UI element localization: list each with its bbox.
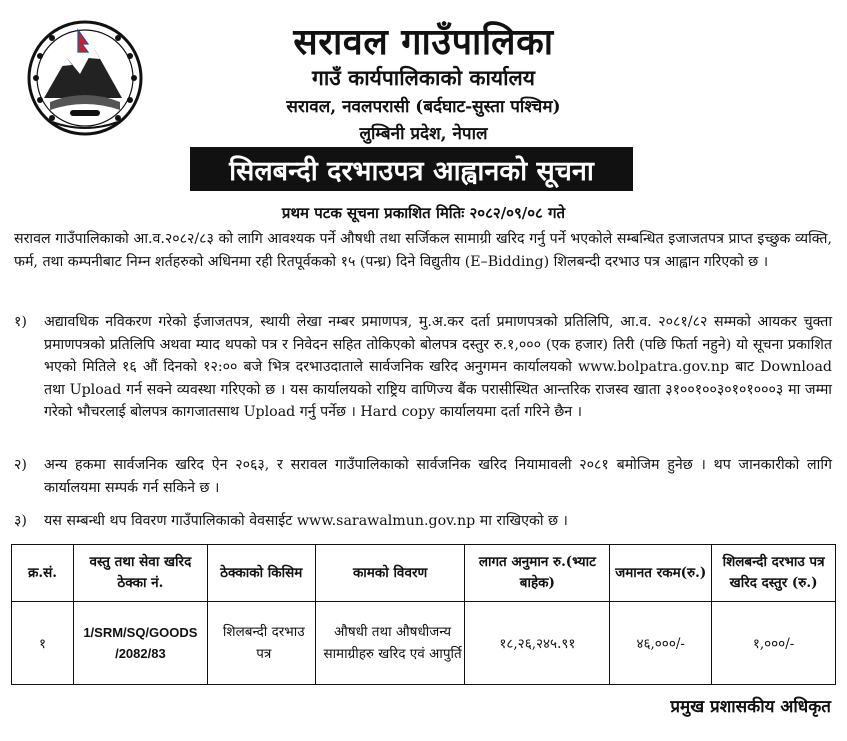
notice-title: सिलबन्दी दरभाउपत्र आह्वानको सूचना [190,147,633,191]
cell-description: औषधी तथा औषधीजन्य सामाग्रीहरु खरिद एवं आपुर्ति [315,602,465,685]
col-header-description: कामको विवरण [315,545,465,602]
signatory-title: प्रमुख प्रशासकीय अधिकृत [670,697,831,717]
bid-table [11,544,836,685]
table-header-row [12,545,836,602]
col-header-sn: क्र.सं. [12,545,74,602]
condition-number: १) [14,314,27,330]
intro-paragraph: सरावल गाउँपालिकाको आ.व.२०८२/८३ को लागि आवश्यक पर्ने औषधी तथा सर्जिकल सामाग्री खरिद गर्नु पर्ने भएकोले सम्बन्धित इजाजतपत्र प्राप्त इच्छुक व्यक्ति, फर्म, तथा कम्पनीबाट निम्न शर्तहरुको अधिनमा रही रितपूर्वकको १५ (पन्ध्र) दिने विद्युतीय (E–Bidding) शिलबन्दी दरभाउ पत्र आह्वान गरिएको छ । [14,231,832,270]
cell-security: ४६,०००/- [610,602,712,685]
condition-item [14,454,832,499]
cell-sn: १ [12,602,74,685]
col-header-security: जमानत रकम(रु.) [610,545,712,602]
publish-date: प्रथम पटक सूचना प्रकाशित मितिः २०८२/०९/०८ गते [281,204,566,222]
cell-contract-no: 1/SRM/SQ/GOODS /2082/83 [73,602,207,685]
org-name: सरावल गाउँपालिका [293,21,554,63]
cell-fee: १,०००/- [712,602,836,685]
col-header-contract-no: वस्तु तथा सेवा खरिद ठेक्का नं. [73,545,207,602]
condition-number: ३) [14,513,27,529]
col-header-type: ठेक्काको किसिम [207,545,315,602]
condition-item [14,510,832,533]
condition-text: अद्यावधिक नविकरण गरेको ईजाजतपत्र, स्थायी लेखा नम्बर प्रमाणपत्र, मु.अ.कर दर्ता प्रमाणपत्रको प्रतिलिपि, आ.व. २०८१/८२ सम्मको आयकर चुक्ता प्रमाणपत्रको प्रतिलिपि अथवा म्याद थपको पत्र र निवेदन सहित तोकिएको बोलपत्र दस्तुर रु.१,००० (एक हजार) तिरी (पछि फिर्ता नहुने) यो सूचना प्रकाशित भएको मितिले १६ औं दिनको १२:०० बजे भित्र दरभाउदाताले सार्वजनिक खरिद अनुगमन कार्यालयको www.bolpatra.gov.np बाट Download तथा Upload गर्न सक्ने व्यवस्था गरिएको छ । यस कार्यालयको राष्ट्रिय वाणिज्य बैंक परासीस्थित आन्तरिक राजस्व खाता ३१००१००३०१०१०००३ मा जम्मा गरेको भौचरलाई बोलपत्र कागजातसाथ Upload गर्नु पर्नेछ । Hard copy कार्यालयमा दर्ता गरिने छैन । [44,314,832,420]
condition-text: यस सम्बन्धी थप विवरण गाउँपालिकाको वेवसाईट www.sarawalmun.gov.np मा राखिएको छ । [44,513,568,529]
province-line: लुम्बिनी प्रदेश, नेपाल [359,124,488,144]
office-name: गाउँ कार्यपालिकाको कार्यालय [312,65,535,90]
cell-type: शिलबन्दी दरभाउ पत्र [207,602,315,685]
condition-text: अन्य हकमा सार्वजनिक खरिद ऐन २०६३, र सरावल गाउँपालिकाको सार्वजनिक खरिद नियामावली २०८१ बमोजिम हुनेछ । थप जानकारीको लागि कार्यालयमा सम्पर्क गर्न सकिने छ । [44,457,832,496]
col-header-cost-estimate: लागत अनुमान रु.(भ्याट बाहेक) [465,545,610,602]
condition-number: २) [14,457,27,473]
office-address: सरावल, नवलपरासी (बर्दघाट-सुस्ता पश्चिम) [286,97,561,117]
table-row [12,602,836,685]
condition-item [14,311,832,424]
col-header-fee: शिलबन्दी दरभाउ पत्र खरिद दस्तुर (रु.) [712,545,836,602]
cell-cost-estimate: १८,२६,२४५.९१ [465,602,610,685]
